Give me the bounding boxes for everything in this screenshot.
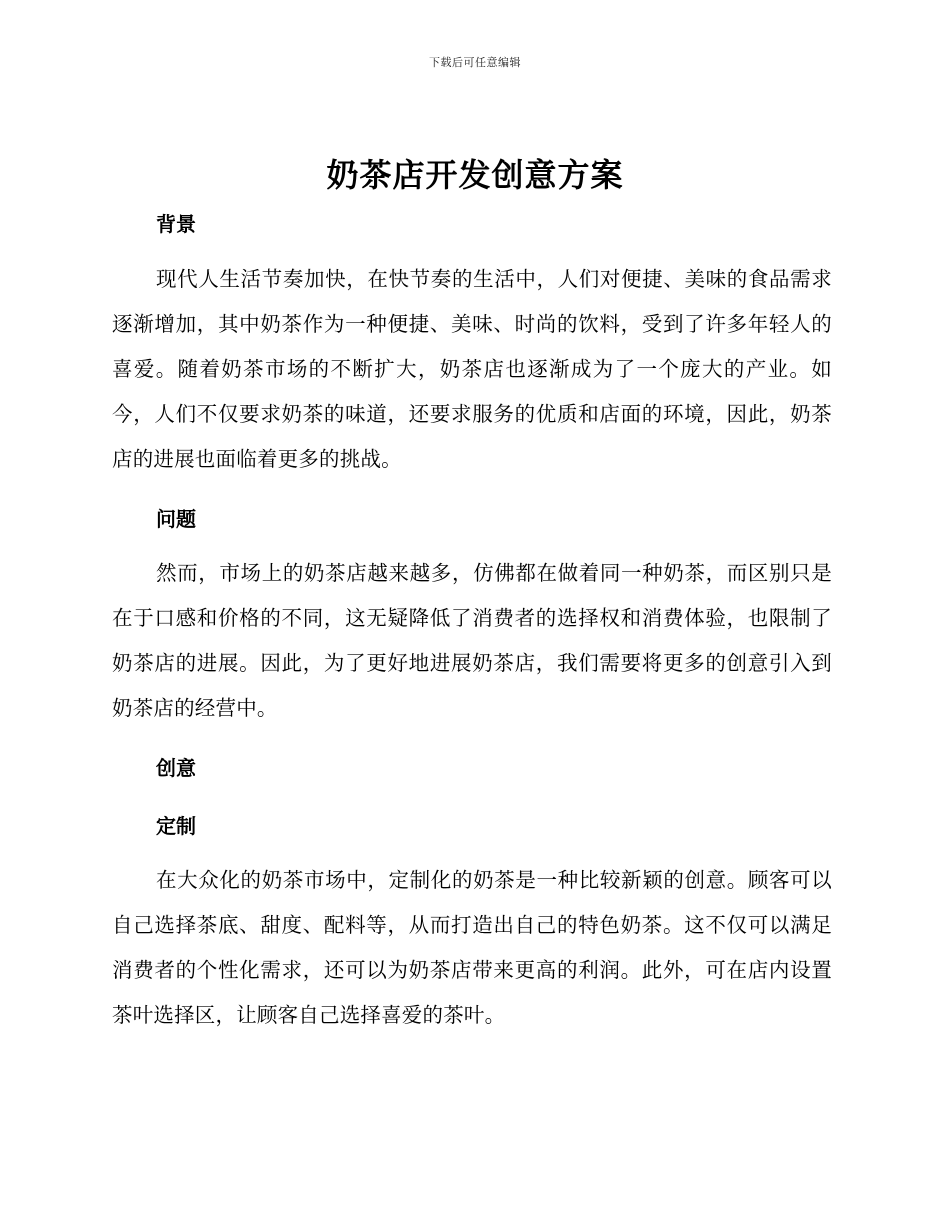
document-title: 奶茶店开发创意方案 [326, 156, 624, 194]
section-heading-background: 背景 [156, 212, 196, 236]
paragraph-customization: 在大众化的奶茶市场中，定制化的奶茶是一种比较新颖的创意。顾客可以自己选择茶底、甜度、配料等，从而打造出自己的特色奶茶。这不仅可以满足消费者的个性化需求，还可以为奶茶店带来更高的利润。此外，可在店内设置茶叶选择区，让顾客自己选择喜爱的茶叶。 [112, 868, 832, 1027]
header-note: 下载后可任意编辑 [429, 56, 521, 69]
paragraph-background: 现代人生活节奏加快，在快节奏的生活中，人们对便捷、美味的食品需求逐渐增加，其中奶茶作为一种便捷、美味、时尚的饮料，受到了许多年轻人的喜爱。随着奶茶市场的不断扩大，奶茶店也逐渐成为了一个庞大的产业。如今，人们不仅要求奶茶的味道，还要求服务的优质和店面的环境，因此，奶茶店的进展也面临着更多的挑战。 [112, 267, 832, 471]
section-heading-problem: 问题 [156, 507, 196, 531]
paragraph-problem: 然而，市场上的奶茶店越来越多，仿佛都在做着同一种奶茶，而区别只是在于口感和价格的不同，这无疑降低了消费者的选择权和消费体验，也限制了奶茶店的进展。因此，为了更好地进展奶茶店，我们需要将更多的创意引入到奶茶店的经营中。 [112, 561, 832, 720]
section-heading-customization: 定制 [156, 814, 196, 838]
section-heading-ideas: 创意 [156, 756, 196, 780]
